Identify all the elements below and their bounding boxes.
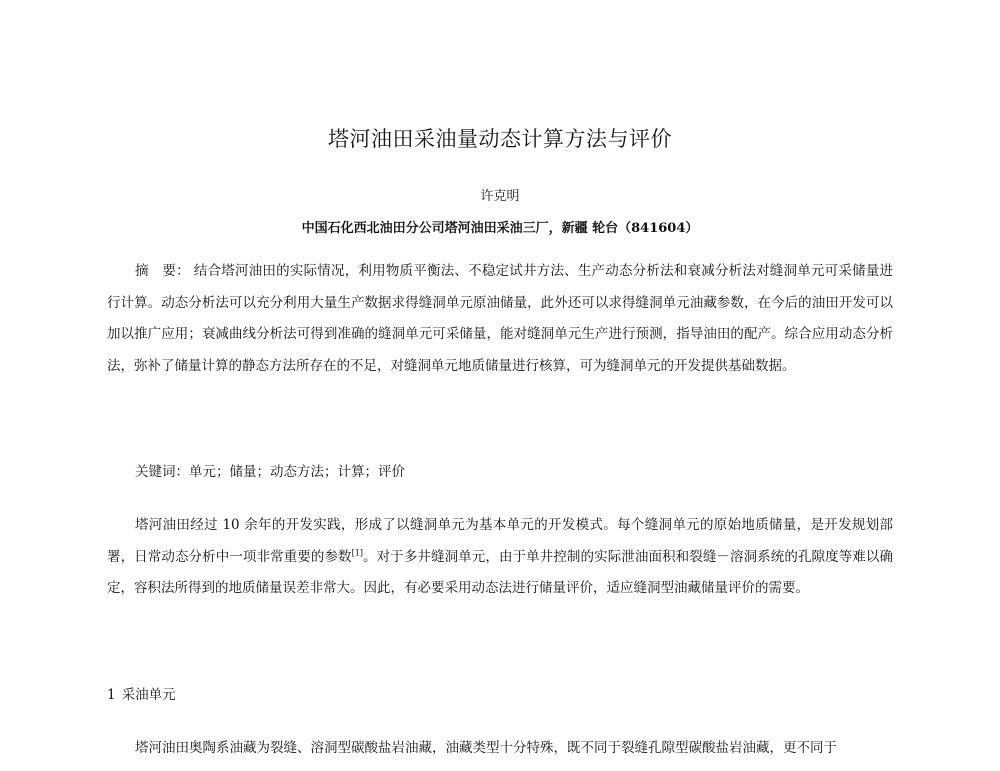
citation-ref: [1] [351, 548, 363, 557]
abstract-paragraph [107, 256, 893, 382]
intro-text-after: 。对于多井缝洞单元，由于单井控制的实际泄油面积和裂缝－溶洞系统的孔隙度等难以确定，容积法所得到的地质储量误差非常大。因此，有必要采用动态法进行储量评价，适应缝洞型油藏储量评价的需要。 [107, 548, 894, 596]
abstract-text: 结合塔河油田的实际情况，利用物质平衡法、不稳定试井方法、生产动态分析法和衰减分析法对缝洞单元可采储量进行计算。动态分析法可以充分利用大量生产数据求得缝洞单元原油储量，此外还可以求得缝洞单元油藏参数，在今后的油田开发可以加以推广应用；衰减曲线分析法可得到准确的缝洞单元可采储量，能对缝洞单元生产进行预测，指导油田的配产。综合应用动态分析法，弥补了储量计算的静态方法所存在的不足，对缝洞单元地质储量进行核算，可为缝洞单元的开发提供基础数据。 [107, 263, 894, 374]
section-number: 1 [107, 687, 116, 703]
section-body-paragraph: 塔河油田奥陶系油藏为裂缝、溶洞型碳酸盐岩油藏，油藏类型十分特殊，既不同于裂缝孔隙型碳酸盐岩油藏，更不同于 [135, 740, 837, 756]
author-name: 许克明 [480, 189, 520, 204]
keywords-line [107, 457, 893, 489]
keywords-text: 单元；储量；动态方法；计算；评价 [189, 464, 405, 480]
abstract-label: 摘 要： [135, 263, 190, 279]
section-title: 采油单元 [121, 687, 176, 703]
section-heading [107, 680, 893, 712]
intro-text-before: 塔河油田经过 10 余年的开发实践，形成了以缝洞单元为基本单元的开发模式。每个缝洞单元的原始地质储量，是开发规划部署，日常动态分析中一项非常重要的参数 [107, 517, 893, 565]
author-affiliation: 中国石化西北油田分公司塔河油田采油三厂，新疆 轮台（841604） [301, 221, 699, 236]
paper-title: 塔河油田采油量动态计算方法与评价 [328, 127, 672, 151]
intro-paragraph [107, 510, 893, 605]
keywords-label: 关键词： [135, 464, 189, 480]
